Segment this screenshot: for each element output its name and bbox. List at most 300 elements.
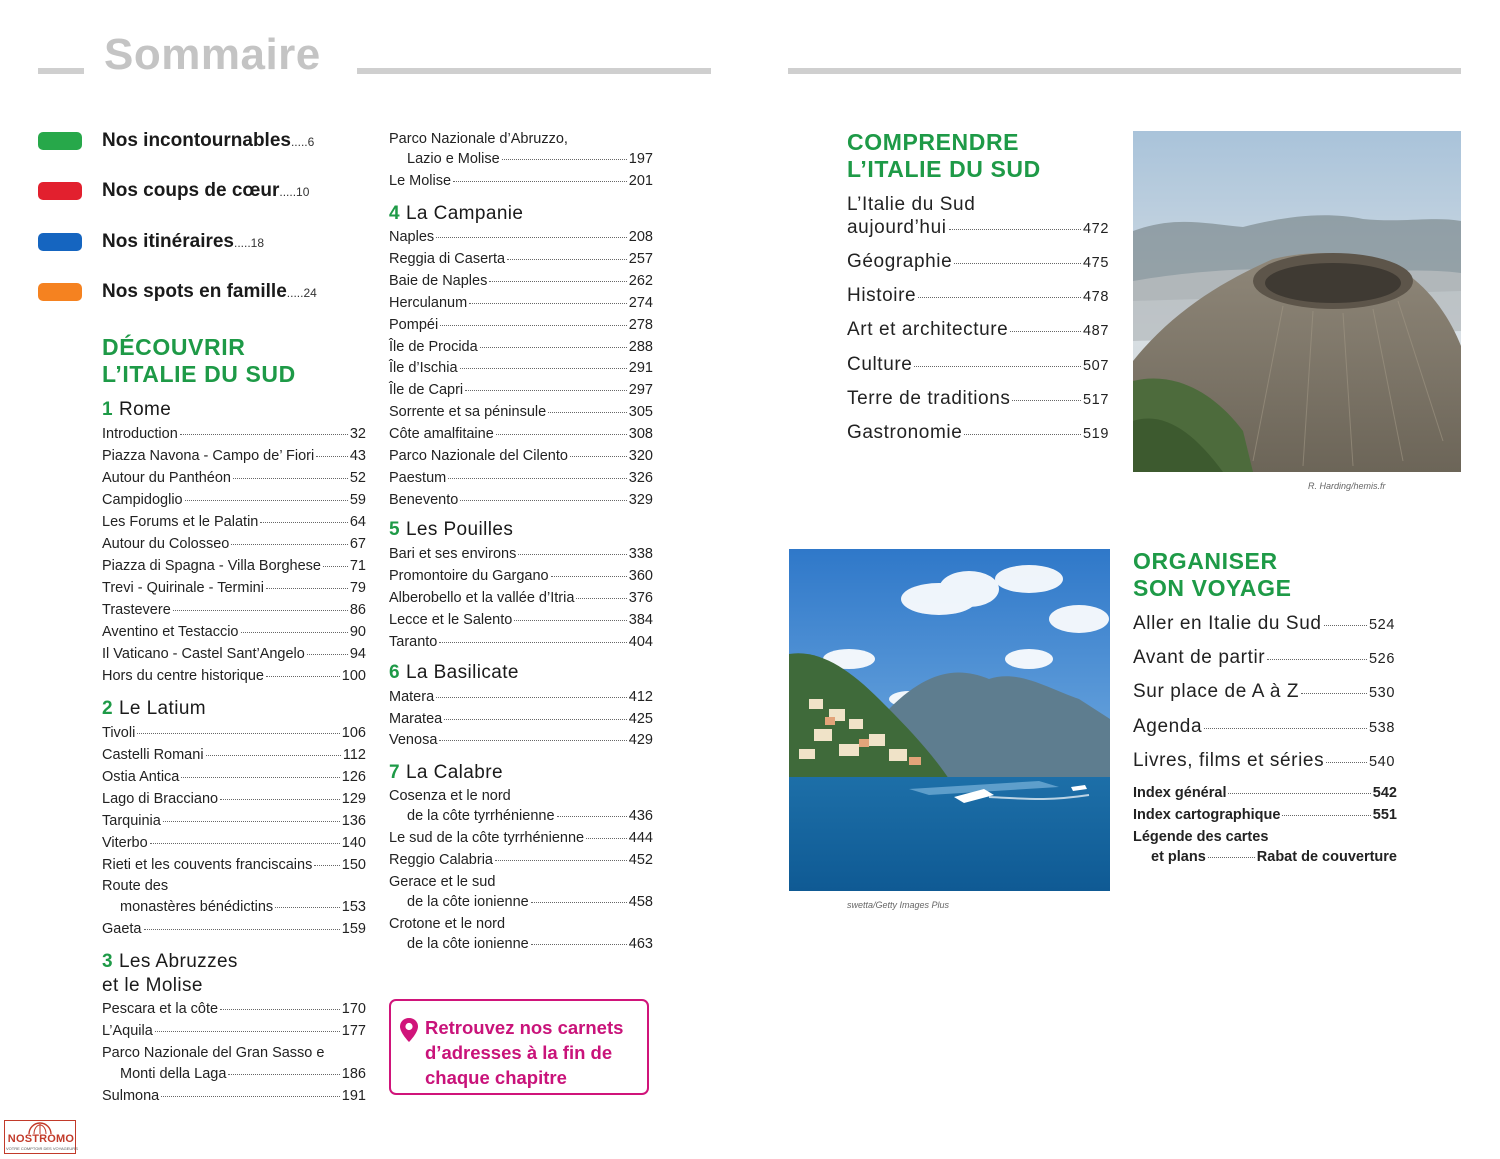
toc-entry[interactable] <box>389 688 653 706</box>
toc-entry[interactable] <box>102 513 366 531</box>
leader-dots <box>266 588 348 589</box>
key-color-chip <box>38 283 82 301</box>
toc-entry-gran-sasso-line1[interactable] <box>102 1044 366 1062</box>
entry-page: 208 <box>628 229 653 245</box>
toc-entry[interactable] <box>102 856 366 874</box>
key-label: Nos itinéraires <box>102 231 234 252</box>
toc-entry[interactable] <box>389 491 653 509</box>
chapter-heading-abruzzes[interactable] <box>102 950 238 998</box>
entry-page: 458 <box>628 894 653 910</box>
photo-credit: R. Harding/hemis.fr <box>1308 481 1386 491</box>
entry-label: Tarquinia <box>102 813 161 829</box>
entry-label: Piazza di Spagna - Villa Borghese <box>102 558 321 574</box>
toc-entry[interactable] <box>102 724 366 742</box>
leader-dots <box>316 456 348 457</box>
entry-label: monastères bénédictins <box>120 899 274 915</box>
entry-page: 297 <box>628 382 653 399</box>
entry-page: 177 <box>341 1023 366 1039</box>
toc-entry-gerace-line1[interactable] <box>389 873 653 891</box>
leader-dots <box>1228 793 1370 794</box>
entry-page: 126 <box>341 769 366 785</box>
entry-label: Pompéi <box>389 316 439 333</box>
toc-entry[interactable] <box>389 338 653 356</box>
toc-entry-cosenza[interactable] <box>389 807 653 825</box>
toc-entry[interactable] <box>847 251 1109 274</box>
entry-label: Viterbo <box>102 835 148 851</box>
chapter-number: 1 <box>102 399 113 420</box>
toc-entry[interactable] <box>389 359 653 377</box>
entry-page: 463 <box>628 936 653 952</box>
toc-entry[interactable] <box>847 354 1109 377</box>
leader-dots <box>444 719 627 720</box>
toc-entry[interactable] <box>102 746 366 764</box>
chapter-name: Les Pouilles <box>405 519 514 540</box>
entry-page: 478 <box>1083 289 1109 306</box>
leader-dots <box>439 642 626 643</box>
leader-dots <box>514 620 626 621</box>
entry-label: Cosenza et le nord <box>389 788 511 804</box>
entry-page: 540 <box>1369 753 1395 770</box>
toc-entry[interactable] <box>389 710 653 728</box>
entry-label: Île de Procida <box>389 338 478 355</box>
leader-dots <box>1301 693 1367 694</box>
logo-text: NOSTROMO <box>7 1133 75 1145</box>
entry-page: 79 <box>349 580 366 596</box>
leader-dots <box>949 229 1081 230</box>
chapter-heading-calabre[interactable] <box>389 761 503 785</box>
vesuvius-photo <box>1133 131 1461 472</box>
entry-page: 278 <box>628 316 653 333</box>
leader-dots <box>570 456 627 457</box>
entry-label: Baie de Naples <box>389 272 488 289</box>
entry-label: Agenda <box>1133 715 1203 737</box>
key-label: Nos coups de cœur <box>102 180 280 201</box>
section-title-organiser <box>1133 548 1292 602</box>
entry-page: 43 <box>349 448 366 464</box>
toc-entry-aujourdhui[interactable] <box>847 217 1109 240</box>
entry-label: Castelli Romani <box>102 747 204 763</box>
toc-entry-abruzzo-line1[interactable] <box>389 130 653 148</box>
leader-dots <box>576 598 626 599</box>
toc-entry[interactable] <box>102 491 366 509</box>
entry-label: Île de Capri <box>389 382 464 399</box>
chapter-heading-campanie[interactable] <box>389 202 523 226</box>
entry-label: Taranto <box>389 633 438 650</box>
toc-entry[interactable] <box>102 1022 366 1040</box>
entry-page: 524 <box>1369 617 1395 633</box>
entry-label: Gerace et le sud <box>389 874 496 890</box>
toc-entry[interactable] <box>389 589 653 607</box>
entry-label: Paestum <box>389 469 447 486</box>
toc-entry-index-general[interactable] <box>1133 784 1397 802</box>
header-rule-left <box>38 68 84 74</box>
chapter-number: 2 <box>102 698 113 719</box>
chapter-name: Le Latium <box>118 698 207 719</box>
toc-entry[interactable] <box>389 316 653 334</box>
toc-entry-gran-sasso[interactable] <box>102 1065 366 1083</box>
toc-entry[interactable] <box>102 645 366 663</box>
leader-dots <box>531 944 627 945</box>
toc-entry[interactable] <box>389 447 653 465</box>
leader-dots <box>557 816 627 817</box>
toc-entry[interactable] <box>389 425 653 443</box>
leader-dots <box>1204 728 1367 729</box>
toc-entry-legende-line1[interactable] <box>1133 828 1397 846</box>
entry-label: Maratea <box>389 710 443 727</box>
leader-dots <box>460 500 626 501</box>
entry-page: 94 <box>349 646 366 662</box>
entry-page: 153 <box>341 899 366 915</box>
entry-page: 308 <box>628 426 653 443</box>
key-entry[interactable] <box>102 231 264 253</box>
leader-dots <box>155 1031 340 1032</box>
entry-label: de la côte ionienne <box>407 894 529 910</box>
entry-label: Sur place de A à Z <box>1133 681 1300 703</box>
leader-dots <box>228 1074 339 1075</box>
section-title-comprendre <box>847 129 1041 183</box>
leader-dots <box>137 733 339 734</box>
entry-page: 487 <box>1083 323 1109 340</box>
leader-dots <box>531 902 627 903</box>
entry-page: 384 <box>628 611 653 628</box>
entry-label: Naples <box>389 229 435 245</box>
entry-label: Gaeta <box>102 921 142 937</box>
toc-entry[interactable] <box>389 272 653 290</box>
entry-label: L’Italie du Sud <box>847 194 976 215</box>
toc-entry[interactable] <box>1133 716 1395 739</box>
entry-label: Crotone et le nord <box>389 916 506 932</box>
chapter-heading-basilicate[interactable] <box>389 661 519 685</box>
callout-line: Retrouvez nos carnets <box>425 1017 624 1038</box>
leader-dots <box>914 366 1081 367</box>
leader-dots <box>448 478 627 479</box>
entry-page: 159 <box>341 921 366 937</box>
key-entry[interactable] <box>102 281 317 303</box>
leader-dots <box>181 777 339 778</box>
entry-page: 517 <box>1083 391 1109 408</box>
entry-label: Il Vaticano - Castel Sant’Angelo <box>102 646 305 662</box>
entry-label: Rieti et les couvents franciscains <box>102 857 313 873</box>
photo-credit: swetta/Getty Images Plus <box>847 900 950 910</box>
entry-label: Histoire <box>847 285 917 307</box>
nostromo-logo <box>4 1120 76 1154</box>
logo-subtext: VOTRE COMPTOIR DES VOYAGEURS <box>6 1146 78 1151</box>
entry-page: 106 <box>341 725 366 741</box>
toc-entry-gerace[interactable] <box>389 893 653 911</box>
toc-entry[interactable] <box>102 1000 366 1018</box>
section-title-line: L’ITALIE DU SUD <box>847 156 1041 182</box>
entry-label: Bari et ses environs <box>389 546 517 562</box>
leader-dots <box>231 544 348 545</box>
entry-page: 291 <box>628 360 653 377</box>
entry-page: 150 <box>341 857 366 873</box>
toc-entry[interactable] <box>847 285 1109 308</box>
toc-entry[interactable] <box>847 319 1109 342</box>
entry-label: de la côte tyrrhénienne <box>407 808 555 824</box>
leader-dots <box>266 676 340 677</box>
toc-entry[interactable] <box>389 250 653 268</box>
toc-entry-sud-tyrrhenienne[interactable] <box>389 829 653 847</box>
chapter-heading-rome[interactable] <box>102 398 171 422</box>
entry-page: 90 <box>349 624 366 640</box>
entry-page: 429 <box>628 732 653 749</box>
key-color-chip <box>38 132 82 150</box>
toc-entry-route-line1[interactable] <box>102 877 366 895</box>
entry-page: 257 <box>628 250 653 267</box>
entry-page: 444 <box>628 830 653 846</box>
key-page: .....24 <box>286 286 317 300</box>
toc-entry[interactable] <box>389 633 653 651</box>
toc-entry[interactable] <box>102 425 366 443</box>
leader-dots <box>185 500 348 501</box>
map-pin-icon <box>399 1017 419 1043</box>
toc-entry-reggio[interactable] <box>389 851 653 869</box>
entry-page: 472 <box>1083 221 1109 237</box>
entry-page: 452 <box>628 852 653 868</box>
toc-entry[interactable] <box>102 579 366 597</box>
leader-dots <box>548 412 627 413</box>
entry-page: 129 <box>341 791 366 807</box>
entry-label: Lecce et le Salento <box>389 611 513 628</box>
toc-entry[interactable] <box>102 768 366 786</box>
entry-label: Monti della Laga <box>120 1066 227 1082</box>
entry-page: 305 <box>628 404 653 421</box>
leader-dots <box>964 434 1081 435</box>
key-page: .....6 <box>290 135 315 149</box>
entry-page: 326 <box>628 469 653 486</box>
entry-label: Matera <box>389 689 435 705</box>
entry-page: 201 <box>628 173 653 189</box>
chapter-name: La Calabre <box>405 762 503 783</box>
toc-entry-aujourdhui-line1[interactable] <box>847 194 1109 216</box>
entry-page: 100 <box>341 668 366 684</box>
leader-dots <box>496 434 627 435</box>
toc-entry[interactable] <box>1133 613 1395 636</box>
entry-page: 530 <box>1369 685 1395 702</box>
chapter-heading-latium[interactable] <box>102 697 206 721</box>
entry-page: 86 <box>349 602 366 618</box>
toc-entry[interactable] <box>389 228 653 246</box>
entry-label: Trevi - Quirinale - Termini <box>102 580 264 596</box>
toc-entry[interactable] <box>102 790 366 808</box>
entry-page: 140 <box>341 835 366 851</box>
entry-label: Introduction <box>102 426 178 442</box>
toc-entry-gaeta[interactable] <box>102 920 366 938</box>
toc-entry[interactable] <box>389 567 653 585</box>
amalfi-coast-photo <box>789 549 1110 891</box>
toc-entry[interactable] <box>389 731 653 749</box>
leader-dots <box>918 297 1081 298</box>
key-entry[interactable] <box>102 180 309 202</box>
leader-dots <box>173 610 348 611</box>
entry-label: Hors du centre historique <box>102 668 264 684</box>
entry-page: 67 <box>349 536 366 552</box>
entry-page: 59 <box>349 492 366 508</box>
toc-entry-legende[interactable] <box>1133 848 1397 866</box>
chapter-heading-pouilles[interactable] <box>389 518 513 542</box>
section-title-line: L’ITALIE DU SUD <box>102 361 296 387</box>
callout-line: d’adresses à la fin de <box>425 1042 613 1063</box>
entry-page: 64 <box>349 514 366 530</box>
toc-entry[interactable] <box>1133 750 1395 773</box>
entry-label: Promontoire du Gargano <box>389 567 549 584</box>
leader-dots <box>1012 400 1081 401</box>
entry-label: Alberobello et la vallée d’Itria <box>389 589 575 606</box>
toc-entry[interactable] <box>102 834 366 852</box>
toc-entry[interactable] <box>389 403 653 421</box>
entry-page: 52 <box>349 470 366 486</box>
leader-dots <box>206 755 341 756</box>
leader-dots <box>161 1096 340 1097</box>
toc-entry[interactable] <box>1133 647 1395 670</box>
toc-entry[interactable] <box>389 469 653 487</box>
leader-dots <box>502 159 627 160</box>
entry-page: 71 <box>349 558 366 574</box>
entry-label: et plans <box>1151 849 1206 865</box>
entry-page: 338 <box>628 546 653 562</box>
entry-label: Herculanum <box>389 294 468 311</box>
entry-label: Pescara et la côte <box>102 1001 219 1017</box>
toc-entry[interactable] <box>1133 681 1395 704</box>
leader-dots <box>436 237 627 238</box>
section-title-line: SON VOYAGE <box>1133 575 1292 601</box>
toc-entry-sulmona[interactable] <box>102 1087 366 1105</box>
leader-dots <box>1208 857 1255 858</box>
leader-dots <box>150 843 340 844</box>
leader-dots <box>241 632 348 633</box>
entry-label: Benevento <box>389 491 459 508</box>
entry-page: 526 <box>1369 651 1395 668</box>
toc-entry[interactable] <box>847 422 1109 445</box>
callout-text <box>425 1015 623 1090</box>
leader-dots <box>469 303 627 304</box>
chapter-number: 5 <box>389 519 400 540</box>
toc-entry[interactable] <box>102 447 366 465</box>
vesuvius-illustration <box>1133 131 1461 472</box>
toc-entry[interactable] <box>102 623 366 641</box>
leader-dots <box>163 821 340 822</box>
leader-dots <box>586 838 627 839</box>
toc-entry-molise[interactable] <box>389 172 653 190</box>
chapter-name-line2: et le Molise <box>102 975 203 996</box>
entry-label: Route des <box>102 878 169 894</box>
entry-label: Trastevere <box>102 602 171 618</box>
entry-page: 412 <box>628 689 653 705</box>
entry-page: 112 <box>342 747 366 763</box>
toc-entry-index-carto[interactable] <box>1133 806 1397 824</box>
entry-label: Sorrente et sa péninsule <box>389 404 547 421</box>
leader-dots <box>1267 659 1367 660</box>
header-rule-right <box>788 68 1461 74</box>
entry-label: Autour du Panthéon <box>102 470 231 486</box>
key-entry[interactable] <box>102 130 314 152</box>
entry-label: Lago di Bracciano <box>102 791 219 807</box>
toc-entry[interactable] <box>102 667 366 685</box>
toc-entry[interactable] <box>389 611 653 629</box>
leader-dots <box>220 1009 340 1010</box>
toc-entry[interactable] <box>389 294 653 312</box>
entry-label: de la côte ionienne <box>407 936 529 952</box>
entry-label: Venosa <box>389 732 438 749</box>
entry-label: Aventino et Testaccio <box>102 624 239 640</box>
entry-label: Index cartographique <box>1133 807 1281 823</box>
chapter-name: La Basilicate <box>405 662 519 683</box>
leader-dots <box>518 554 626 555</box>
entry-page: 542 <box>1372 785 1397 801</box>
chapter-name: Les Abruzzes <box>118 951 238 972</box>
entry-label: Livres, films et séries <box>1133 749 1325 771</box>
toc-entry[interactable] <box>102 812 366 830</box>
entry-label: Avant de partir <box>1133 647 1266 669</box>
leader-dots <box>275 907 340 908</box>
leader-dots <box>465 390 627 391</box>
entry-page: 475 <box>1083 255 1109 271</box>
entry-label: Aller en Italie du Sud <box>1133 613 1322 634</box>
leader-dots <box>436 697 627 698</box>
key-color-chip <box>38 233 82 251</box>
entry-page: 197 <box>628 151 653 167</box>
toc-entry[interactable] <box>102 557 366 575</box>
section-title-line: COMPRENDRE <box>847 129 1020 155</box>
amalfi-illustration <box>789 549 1110 891</box>
leader-dots <box>233 478 348 479</box>
entry-label: Parco Nazionale d’Abruzzo, <box>389 131 568 147</box>
entry-label: Géographie <box>847 251 953 272</box>
entry-label: Ostia Antica <box>102 769 180 785</box>
entry-page: 262 <box>628 272 653 289</box>
entry-label: Autour du Colosseo <box>102 536 230 552</box>
toc-entry-cosenza-line1[interactable] <box>389 787 653 805</box>
leader-dots <box>439 740 626 741</box>
toc-entry-route[interactable] <box>102 898 366 916</box>
leader-dots <box>489 281 626 282</box>
leader-dots <box>314 865 339 866</box>
entry-page: 507 <box>1083 357 1109 374</box>
toc-entry-crotone[interactable] <box>389 935 653 953</box>
chapter-number: 6 <box>389 662 400 683</box>
entry-label: Les Forums et le Palatin <box>102 514 259 530</box>
entry-page: 274 <box>628 294 653 311</box>
leader-dots <box>307 654 348 655</box>
toc-entry-crotone-line1[interactable] <box>389 915 653 933</box>
toc-entry[interactable] <box>102 535 366 553</box>
leader-dots <box>144 929 340 930</box>
entry-page: 425 <box>628 710 653 727</box>
toc-entry[interactable] <box>847 388 1109 411</box>
entry-label: Parco Nazionale del Gran Sasso e <box>102 1045 325 1061</box>
entry-page: 329 <box>628 491 653 508</box>
entry-label: Parco Nazionale del Cilento <box>389 448 568 464</box>
entry-label: Le Molise <box>389 173 452 189</box>
entry-page: 136 <box>341 813 366 829</box>
entry-label: L’Aquila <box>102 1023 153 1039</box>
entry-page: 320 <box>628 448 653 464</box>
entry-label: Terre de traditions <box>847 387 1011 409</box>
toc-entry-abruzzo[interactable] <box>389 150 653 168</box>
toc-entry[interactable] <box>102 601 366 619</box>
toc-entry[interactable] <box>102 469 366 487</box>
entry-label: Reggia di Caserta <box>389 250 506 267</box>
leader-dots <box>1326 762 1367 763</box>
entry-label: Le sud de la côte tyrrhénienne <box>389 830 585 846</box>
toc-entry[interactable] <box>389 381 653 399</box>
section-title-line: ORGANISER <box>1133 548 1278 574</box>
key-color-chip <box>38 182 82 200</box>
toc-entry[interactable] <box>389 545 653 563</box>
key-page: .....18 <box>234 236 265 250</box>
key-label: Nos incontournables <box>102 130 291 151</box>
entry-page: 404 <box>628 633 653 650</box>
